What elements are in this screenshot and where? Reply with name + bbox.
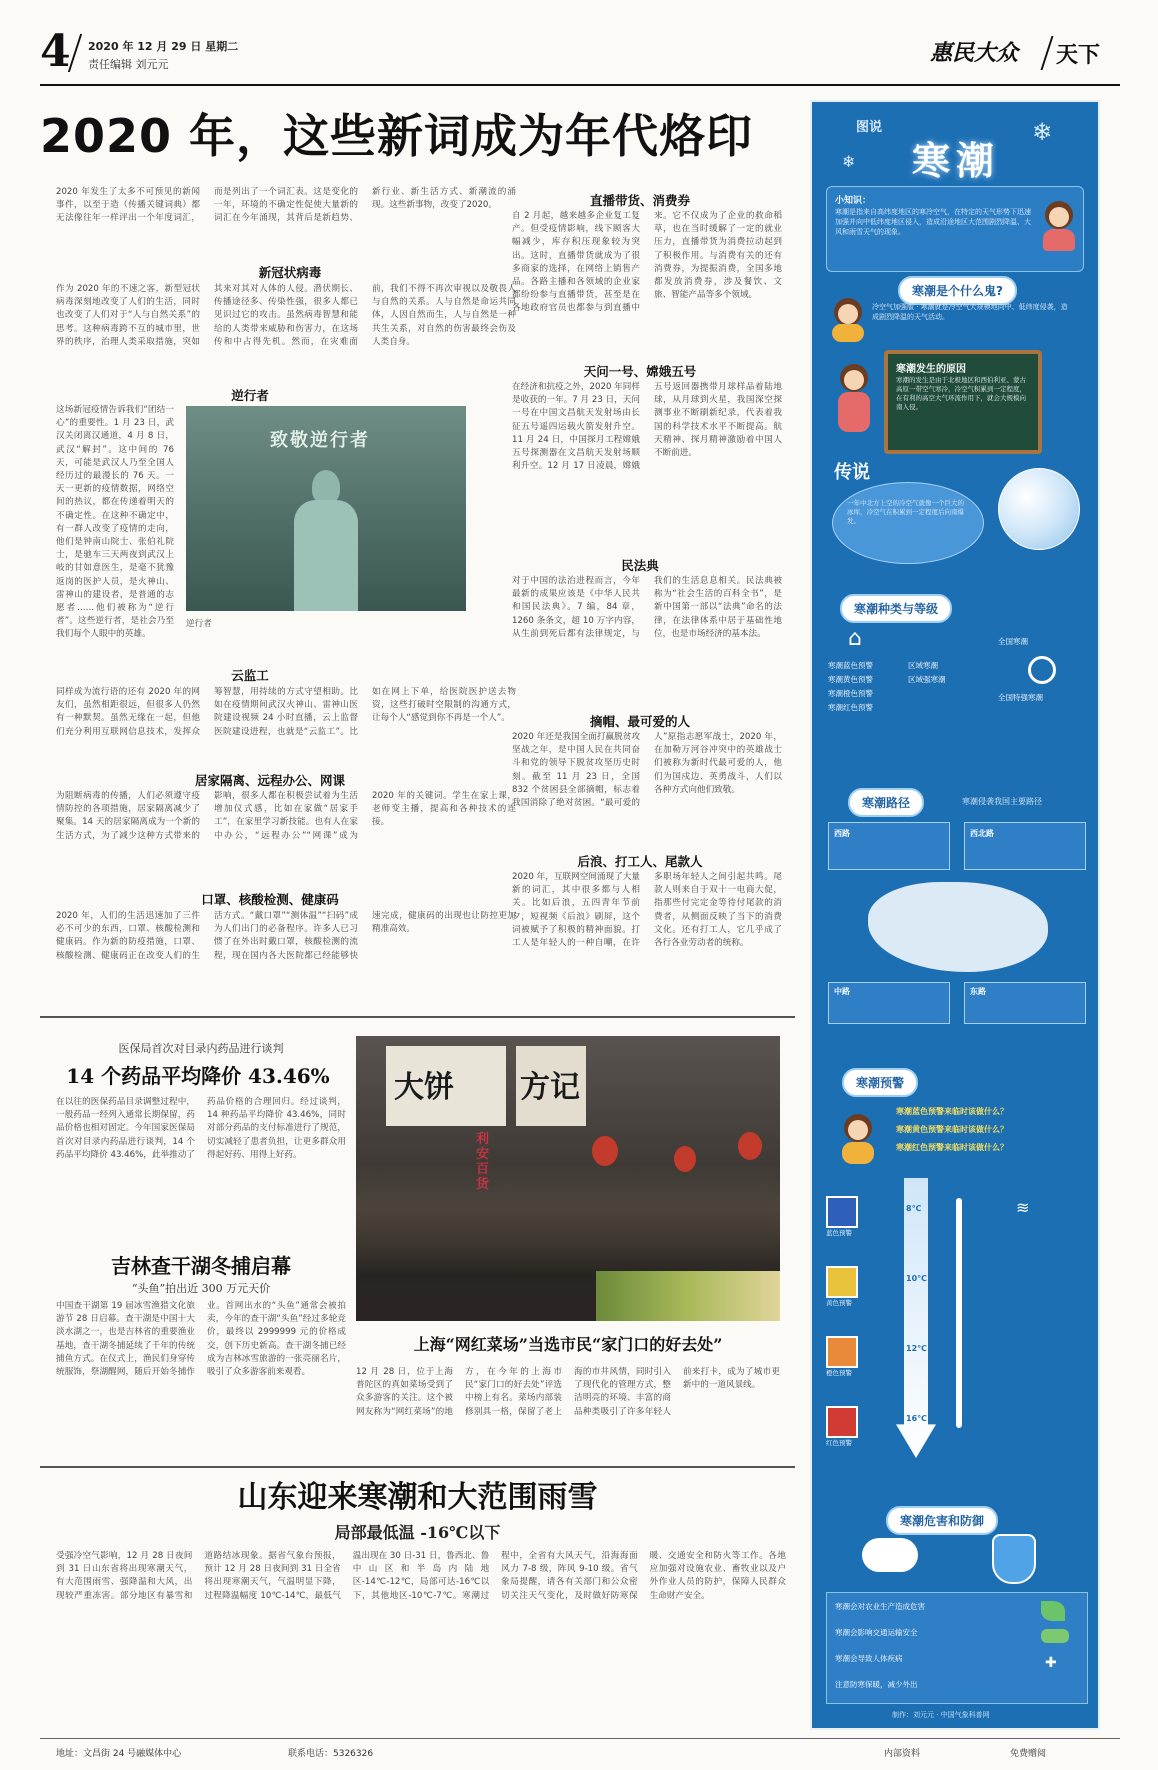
china-map <box>868 882 1048 972</box>
warn-badge-orange <box>826 1336 858 1368</box>
footer-note-1: 内部资料 <box>884 1749 921 1759</box>
shield-icon <box>992 1534 1036 1584</box>
nixingzhe-text-tail <box>186 618 466 640</box>
main-headline: 2020 年，这些新词成为年代烙印 <box>40 109 754 163</box>
kind-1: 区域寒潮 <box>908 661 938 670</box>
warn-level-temp: 12℃ <box>906 1344 927 1353</box>
q2-board <box>884 350 1042 454</box>
intro-box <box>826 186 1084 272</box>
warn-level-name: 黄色预警 <box>826 1299 852 1307</box>
shandong-text: 受强冷空气影响，12 月 28 日夜间到 31 日山东省将出现寒潮天气，有大范围雨雪、强降温和大风，出现较严重冻害。部分地区有暴雪和道路结冰现象。据省气象台预报，预计 12 月 28 日夜间到 31 日全省将出现寒潮天气，气温明显下降，过程降温幅度 10℃-14℃，最低气温出现在 30 日-31 日，鲁西北、鲁中山区和半岛内陆地区-14℃-12℃，局部可达-16℃以下，其他地区-10℃-7℃。寒潮过程中，全省有大风天气，沿海海面风力 7-8 级，阵风 9-10 级。省气象局提醒，请各有关部门和公众密切关注天气变化，及时做好防寒保暖、交通安全和防火等工作。各地应加强对设施农业、畜牧业以及户外作业人员的防护，保障人民群众生命财产安全。 <box>56 1551 786 1601</box>
warn-question-0: 寒潮蓝色预警来临时该做什么？ <box>896 1107 1008 1116</box>
fish-text: 中国查干湖第 19 届冰雪渔猎文化旅游节 28 日启幕。查干湖是中国十大淡水湖之一，也是吉林省的重要渔业基地，查干湖冬捕延续了千年的传统捕鱼方式。在仪式上，渔民们身穿传统服饰，祭湖醒网，随后开始冬捕作业。首网出水的“头鱼”通常会被拍卖，今年的查干湖“头鱼”经过多轮竞价，最终以 2999999 元的价格成交，创下历史新高。查干湖冬捕已经成为吉林冰雪旅游的一张亮丽名片，吸引了众多游客前来观看。 <box>56 1301 346 1378</box>
market-headline: 上海“网红菜场”当选市民“家门口的好去处” <box>413 1335 723 1354</box>
subhead-zhaimao: 摘帽、最可爱的人 <box>589 714 690 729</box>
zhaimao-text: 2020 年还是我国全面打赢脱贫攻坚战之年，是中国人民在共同奋斗和党的领导下脱贫攻坚历史时刻。截至 11 月 23 日，全国 832 个贫困县全部摘帽，标志着我国消除了绝对贫困。“最可爱的人”原指志愿军战士，2020 年，在加勒万河谷冲突中的英雄战士们被称为新时代最可爱的人，他们为国戍边、英勇战斗，人们以各种方式向他们致敬。 <box>512 732 782 809</box>
q2-title: 寒潮发生的原因 <box>896 364 966 375</box>
intro-heading: 小知识： <box>835 196 872 206</box>
infographic-footer: 制作：刘元元 · 中国气象科普网 <box>892 1711 990 1719</box>
subhead-nixingzhe: 逆行者 <box>231 388 269 403</box>
snowflake-icon-2: ❄ <box>842 152 856 171</box>
path-middle: 中路 <box>834 987 850 996</box>
warn-level-temp: 10℃ <box>906 1274 927 1283</box>
kind-0: 全国寒潮 <box>998 637 1028 646</box>
paper-name: 惠民大众 <box>930 40 1019 66</box>
subhead-gelixiang: 居家隔离、远程办公、网课 <box>194 773 345 788</box>
intro-text: 2020 年发生了太多不可预见的新闻事件，以至于造（传播关键词典）都无法像往年一样评出一个年度词汇，而是列出了一个词汇表。这是变化的一年，环境的不确定性促使大量新的词汇在今年涌现，其背后是新趋势、新行业、新生活方式、新潮流的涌现。这些新事物，改变了2020。 <box>56 187 516 224</box>
subhead-houlang: 后浪、打工人、尾款人 <box>577 854 703 869</box>
q1-note: 冷空气加强版 · 寒潮就是冷空气大规模地向中、低纬度侵袭，造成剧烈降温的天气活动。 <box>872 303 1068 321</box>
legend-label: 传说 <box>834 462 870 483</box>
subhead-kouzhao: 口罩、核酸检测、健康码 <box>201 892 339 907</box>
q5-pill: 寒潮预警 <box>842 1068 918 1097</box>
level-2: 寒潮橙色预警 <box>828 689 873 698</box>
footer-phone: 联系电话：5326326 <box>288 1749 374 1759</box>
vegetable-stall <box>596 1271 780 1321</box>
page-number: 4 <box>40 26 71 77</box>
defense-list <box>826 1592 1088 1704</box>
q4-note: 寒潮侵袭我国主要路径 <box>962 797 1042 806</box>
nixingzhe-text: 这场新冠疫情告诉我们“团结一心”的重要性。1 月 23 日，武汉关闭离汉通道，4 月 8 日，武汉“解封”。这中间的 76 天，可能是武汉人乃至全国人经历过的最漫长的 76 天。一天一更新的疫情数据，网络空间的热议，都在传递着明天的不确定性。在这种不确定中，有一群人改变了疫情的走向，他们是钟南山院士、张伯礼院士，是驰车三天两夜到武汉上岐的甘如意医生，是毫不犹豫返岗的医护人员，是火神山、雷神山的建设者，是普通的志愿者……他们被称为“逆行者”。这些逆行者，是社会乃至我们每个人眼中的英雄。 <box>56 405 174 640</box>
yunjiangong-text: 同样成为流行语的还有 2020 年的网友们，虽然相距很远，但很多人仍然有一种默契。虽然无缘在一起，但他们充分利用互联网信息技术，发挥众筹智慧，用持续的方式守望相助。比如在疫情期间武汉火神山、雷神山医院建设视频 24 小时直播，云上监督医院建设进程，也就是“云监工”。比如在网上下单，给医院医护送去物资，这些打破时空限制的沟通方式，让每个人“感觉到你不再是一个人”。 <box>56 687 516 737</box>
kind-2: 区域强寒潮 <box>908 675 946 684</box>
nixingzhe-caption: 逆行者 <box>186 619 212 629</box>
defense-3: 注意防寒保暖，减少外出 <box>835 1680 918 1689</box>
q1-pill: 寒潮是个什么鬼? <box>898 276 1017 305</box>
drug-text: 在以往的医保药品目录调整过程中，一般药品一经列入通常长期保留，药品价格也相对固定。今年国家医保局首次对目录内药品进行谈判，14 个药品平均降价 43.46%，此举推动了药品价格的合理回归。经过谈判，14 种药品平均降价 43.46%，同时对部分药品的支付标准进行了规范，切实减轻了患者负担，让更多群众用得起好药、用得上好药。 <box>56 1097 346 1160</box>
sign-dabing: 大饼 <box>394 1070 454 1105</box>
medic-figure <box>294 470 358 611</box>
legend-panel <box>832 482 984 564</box>
section-rule-1 <box>40 1016 795 1018</box>
kouzhao-text: 2020 年，人们的生活迅速加了三件必不可少的东西，口罩、核酸检测和健康码。作为新的防疫措施，口罩、核酸检测、健康码正在改变人们的生活方式。“戴口罩”“测体温”“扫码”成为人们出门的必备程序。许多人已习惯了在外出时戴口罩，核酸检测的流程，现在国内各大医院都已经能够快速完成，健康码的出现也让防控更加精准高效。 <box>56 911 516 961</box>
warn-question-2: 寒潮红色预警来临时该做什么？ <box>896 1143 1008 1152</box>
q6-pill: 寒潮危害和防御 <box>886 1506 998 1535</box>
warn-level-name: 蓝色预警 <box>826 1229 852 1237</box>
houlang-text: 2020 年，互联网空间涌现了大量新的词汇，其中很多都与人相关。比如后浪，五四青年节前夕，短视频《后浪》刷屏，这个词被赋予了积极的精神面貌。打工人是年轻人的一种自嘲，在许多职场年轻人之间引起共鸣。尾款人则来自于双十一电商大促，指那些付完定金等待付尾款的消费者，从侧面反映了当下的消费文化。还有打工人，它几乎成了各行各业劳动者的统称。 <box>512 872 782 949</box>
editor: 责任编辑 刘元元 <box>88 58 169 71</box>
path-northwest: 西北路 <box>970 829 994 838</box>
warn-question-1: 寒潮黄色预警来临时该做什么？ <box>896 1125 1008 1134</box>
path-east: 东路 <box>970 987 986 996</box>
defense-0: 寒潮会对农业生产造成危害 <box>835 1602 925 1611</box>
photo-caption-overlay: 致敬逆行者 <box>270 430 370 451</box>
subhead-tianwen: 天问一号、嫦娥五号 <box>583 364 697 379</box>
fish-subhead: “头鱼”拍出近 300 万元天价 <box>131 1282 271 1295</box>
girl-avatar-4 <box>838 1114 878 1164</box>
warn-level-temp: 8℃ <box>906 1204 922 1213</box>
kind-3: 全国特强寒潮 <box>998 693 1043 702</box>
legend-text: 一年中北方上空的冷空气就像一个巨大的冰库，冷空气在积累到一定程度后向南爆发。 <box>847 499 964 525</box>
warn-badge-blue <box>826 1196 858 1228</box>
fish-headline: 吉林查干湖冬捕启幕 <box>111 1254 291 1278</box>
cloud-icon <box>862 1538 918 1572</box>
market-photo <box>356 1036 780 1321</box>
target-icon <box>1028 656 1056 684</box>
house-icon: ⌂ <box>848 626 862 651</box>
issue-date: 2020 年 12 月 29 日 星期二 <box>88 40 239 53</box>
q4-pill: 寒潮路径 <box>848 788 924 817</box>
tianwen-text: 在经济和抗疫之外，2020 年同样是收获的一年。7 月 23 日，天问一号在中国文昌航天发射场由长征五号遥四运载火箭发射升空。11 月 24 日，中国探月工程嫦娥五号探测器在文昌航天发射场顺利升空。12 月 17 日凌晨，嫦娥五号返回器携带月球样品着陆地球，从月球到火星，我国深空探测事业不断刷新纪录，代表着我国的科学技术水平不断提高。航天精神、探月精神激励着中国人不断前进。 <box>512 382 782 472</box>
wind-icon: ≋ <box>1016 1198 1030 1217</box>
girl-avatar-1 <box>1039 201 1079 251</box>
medical-icon: ✚ <box>1045 1655 1057 1671</box>
masthead-rule <box>40 84 1120 86</box>
globe-icon <box>998 468 1080 550</box>
lantern-3 <box>738 1132 762 1160</box>
footer-note-2: 免费赠阅 <box>1010 1749 1047 1759</box>
sign-fangji: 方记 <box>520 1070 580 1105</box>
warn-level-temp: 16℃ <box>906 1414 927 1423</box>
defense-2: 寒潮会导致人体疾病 <box>835 1654 903 1663</box>
kinds-panel <box>828 626 1084 726</box>
level-3: 寒潮红色预警 <box>828 703 873 712</box>
q3-pill: 寒潮种类与等级 <box>840 594 952 623</box>
infographic-tag: 图说 <box>856 120 883 135</box>
footer-rule <box>40 1738 1120 1739</box>
nixingzhe-photo <box>186 406 466 611</box>
subhead-xinguan: 新冠状病毒 <box>258 265 322 280</box>
infographic-title: 寒潮 <box>912 138 1001 183</box>
xinguan-text: 作为 2020 年的不速之客，新型冠状病毒深刻地改变了人们的生活，同时也改变了人们对于“人与自然关系”的思考。这种病毒跨不互的城市里，世界的秩序，治理人类采取措施，突如其来对其对人体的人侵。潜伏期长、传播途径多、传染性强，很多人都已见识过它的攻击。虽然病毒智慧和能给的人类带来威胁和伤害力，在这场传和中占得先机。然而，在灾难面前，我们不得不再次审视以及敬畏人与自然的关系。人与自然是命运共同体，人因自然而生，人与自然是一种共生关系，对自然的伤害最终会伤及人类自身。 <box>56 284 516 347</box>
car-icon <box>1041 1629 1069 1643</box>
section-name: 天下 <box>1056 42 1101 68</box>
subhead-yunjiangong: 云监工 <box>231 668 269 683</box>
subhead-minfadian: 民法典 <box>621 558 659 573</box>
warn-level-name: 红色预警 <box>826 1439 852 1447</box>
level-1: 寒潮黄色预警 <box>828 675 873 684</box>
snowflake-icon: ❄ <box>1032 118 1053 146</box>
warn-badge-red <box>826 1406 858 1438</box>
warn-badge-yellow <box>826 1266 858 1298</box>
market-text: 12 月 28 日，位于上海普陀区的真如菜场受到了众多游客的关注。这个被网友称为“网红菜场”的地方，在今年的上海市民“家门口的好去处”评选中榜上有名。菜场内部装修别具一格，保留了老上海的市井风情，同时引入了现代化的管理方式，整洁明亮的环境、丰富的商品种类吸引了许多年轻人前来打卡，成为了城市更新中的一道风景线。 <box>356 1367 780 1417</box>
lantern-1 <box>592 1136 618 1166</box>
path-west: 西路 <box>834 829 850 838</box>
defense-1: 寒潮会影响交通运输安全 <box>835 1628 918 1637</box>
footer-address: 地址：文昌街 24 号融媒体中心 <box>56 1749 182 1759</box>
intro-text: 寒潮是指来自高纬度地区的寒冷空气，在特定的天气形势下迅速加强并向中低纬度地区侵入，造成沿途地区大范围剧烈降温、大风和雨雪天气的现象。 <box>835 208 1031 236</box>
zhibo-text: 自 2 月起，越来越多企业复工复产。但受疫情影响，线下顾客大幅减少，库存积压现象较为突出。这时，直播带货就成为了很多商家的选择，在网络上销售产品。各路主播和各领域的企业家都纷纷参与直播带货，甚至是在各地政府官员也都参与到直播中来。它不仅成为了企业的救命稻草，也在当时缓解了一定的就业压力，直播带货为消费拉动起到了积极作用。与消费有关的还有消费券，为提振消费，全国多地都发放消费券，涉及餐饮、文旅、智能产品等多个领域。 <box>512 211 782 314</box>
warning-table <box>826 1168 1086 1468</box>
thermometer-icon <box>956 1198 962 1428</box>
section-rule-2 <box>40 1466 795 1468</box>
shandong-subhead: 局部最低温 -16℃以下 <box>334 1523 501 1542</box>
q2-text: 寒潮的发生是由于北极地区和西伯利亚、蒙古高原一带空气寒冷，冷空气积累到一定程度，在有利的高空大气环流作用下，就会大规模向南入侵。 <box>896 376 1026 411</box>
level-0: 寒潮蓝色预警 <box>828 661 873 670</box>
subhead-zhibo: 直播带货、消费券 <box>589 193 690 208</box>
path-map <box>828 822 1084 1022</box>
gelixiang-text: 为阻断病毒的传播，人们必须遵守疫情防控的各项措施，居家隔离减少了聚集。14 天的居家隔离成为一个新的生活方式，为了减少这种方式带来的影响，很多人都在积极尝试着为生活增加仪式感，比如在家做“居家手工”，在家里学习新技能。也有人在家中办公，“远程办公”“网课”成为 2020 年的关键词。学生在家上课，老师变主播，提高和各种技术的连接。 <box>56 791 516 841</box>
girl-avatar-3 <box>834 364 874 434</box>
lantern-2 <box>674 1146 696 1172</box>
sign-lian: 利安百货 <box>476 1132 490 1192</box>
cold-wave-infographic <box>810 100 1100 1730</box>
shandong-headline: 山东迎来寒潮和大范围雨雪 <box>237 1480 598 1515</box>
girl-avatar-2 <box>830 298 866 342</box>
drug-kicker: 医保局首次对目录内药品进行谈判 <box>118 1042 284 1055</box>
masthead <box>40 28 1120 80</box>
minfadian-text: 对于中国的法治进程而言，今年最新的成果应该是《中华人民共和国民法典》。7 编，84 章，1260 条条文，超 10 万字内容，从生前到死后都有法律规定，与我们的生活息息相关。民法典被称为“社会生活的百科全书”，是新中国第一部以“法典”命名的法律，在法律体系中居于基础性地位，也是市场经济的基本法。 <box>512 576 782 639</box>
warn-level-name: 橙色预警 <box>826 1369 852 1377</box>
drug-headline: 14 个药品平均降价 43.46% <box>66 1064 330 1088</box>
leaf-icon <box>1041 1601 1065 1621</box>
